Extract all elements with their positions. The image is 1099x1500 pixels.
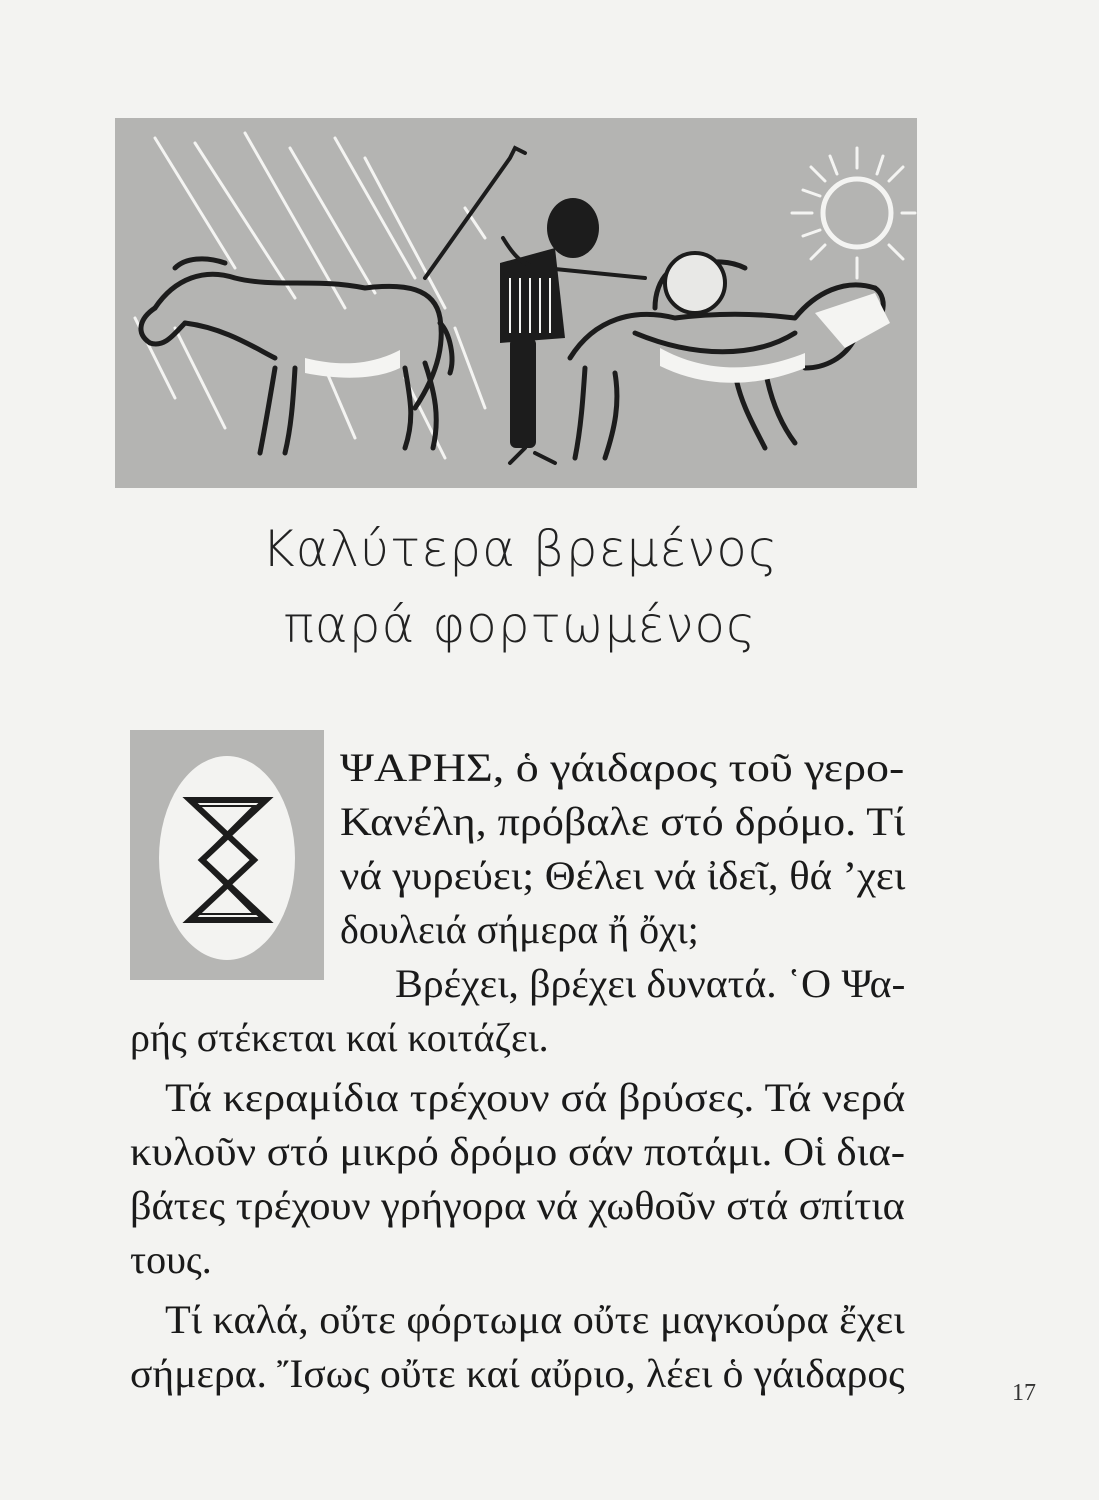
body-line: κυλοῦν στό μικρό δρόμο σάν ποτάμι. Οἱ δια-: [130, 1129, 906, 1174]
body-line: Τί καλά, οὔτε φόρτωμα οὔτε μαγκούρα ἔχει: [165, 1297, 905, 1342]
page-number: 17: [1012, 1380, 1036, 1406]
body-line: Κανέλη, πρόβαλε στό δρόμο. Τί: [340, 799, 906, 844]
story-title-line2: παρά φορτωμένος: [283, 596, 757, 654]
body-line: βάτες τρέχουν γρήγορα νά χωθοῦν στά σπίτια: [130, 1183, 905, 1228]
body-line: σήμερα. Ἴσως οὔτε καί αὔριο, λέει ὁ γάιδαρος: [130, 1351, 905, 1396]
hourglass-ornament-icon: [130, 730, 324, 980]
drop-cap: [130, 730, 324, 980]
body-line: Βρέχει, βρέχει δυνατά. ῾Ο Ψα-: [395, 961, 906, 1006]
body-line: Τά κεραμίδια τρέχουν σά βρύσες. Τά νερά: [165, 1075, 906, 1120]
story-title-line1: Καλύτερα βρεμένος: [261, 520, 779, 578]
body-line: ρής στέκεται καί κοιτάζει.: [130, 1015, 549, 1060]
body-line: τους.: [130, 1237, 212, 1282]
body-line: νά γυρεύει; Θέλει νά ἰδεῖ, θά ’χει: [340, 853, 906, 898]
body-line: δουλειά σήμερα ἤ ὄχι;: [340, 907, 699, 952]
donkey-rain-sun-icon: [115, 118, 917, 488]
body-line: ΨΑΡΗΣ, ὁ γάιδαρος τοῦ γερο-: [340, 745, 905, 790]
